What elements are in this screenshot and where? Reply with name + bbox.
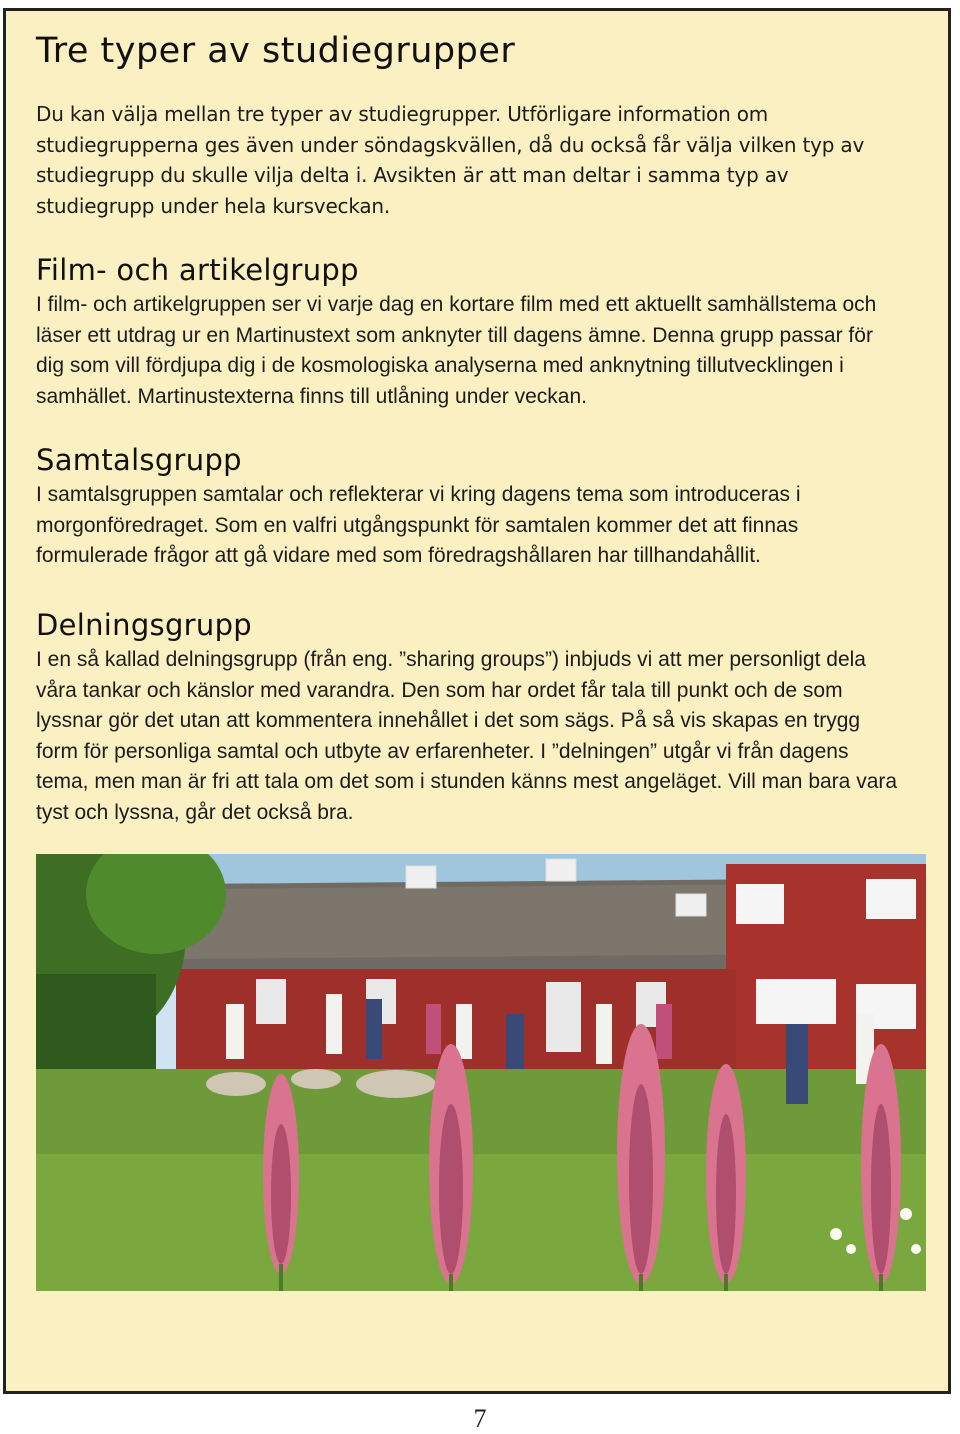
section-text: I samtalsgruppen samtalar och reflekterar vi kring dagens tema som introduceras i morgonföredraget. Som en valfri utgångspunkt för samtalen kommer det att finnas formulerade frågor att gå vidare med som föredragshållaren har tillhandahållit. — [36, 483, 801, 568]
page-number: 7 — [473, 1404, 487, 1433]
section-delningsgrupp — [36, 607, 906, 829]
section-text: I film- och artikelgruppen ser vi varje dag en kortare film med ett aktuellt samhällstema och läser ett utdrag ur en Martinustext som anknyter till dagens ämne. Denna grupp passar för dig som vill fördjupa dig i de kosmologiska analyserna med anknytning tillutvecklingen i samhället. Martinustexterna finns till utlåning under veckan. — [36, 293, 877, 408]
section-text: I en så kallad delningsgrupp (från eng. ”sharing groups”) inbjuds vi att mer personligt dela våra tankar och känslor med varandra. Den som har ordet får tala till punkt och de som lyssnar gör det utan att kommentera innehållet i det som sägs. På så vis skapas en trygg form för personliga samtal och utbyte av erfarenheter. I ”delningen” utgår vi från dagens tema, men man är fri att tala om det som i stunden känns mest angeläget. Vill man bara vara tyst och lyssna, går det också bra. — [36, 648, 898, 824]
section-heading: Samtalsgrupp — [36, 443, 242, 477]
section-film-och-artikelgrupp — [36, 252, 906, 412]
section-samtalsgrupp — [36, 442, 906, 572]
page-content — [36, 29, 906, 824]
page-title: Tre typer av studiegrupper — [36, 31, 516, 71]
page-frame — [3, 8, 951, 1394]
intro-paragraph: Du kan välja mellan tre typer av studiegrupper. Utförligare information om studiegrupperna ges även under söndagskvällen, då du också får välja vilken typ av studiegrupp du skulle vilja delta i. Avsikten är att man deltar i samma typ av studiegrupp under hela kursveckan. — [36, 102, 865, 218]
section-heading: Delningsgrupp — [36, 608, 252, 642]
course-photo — [36, 854, 926, 1291]
section-heading: Film- och artikelgrupp — [36, 253, 359, 287]
